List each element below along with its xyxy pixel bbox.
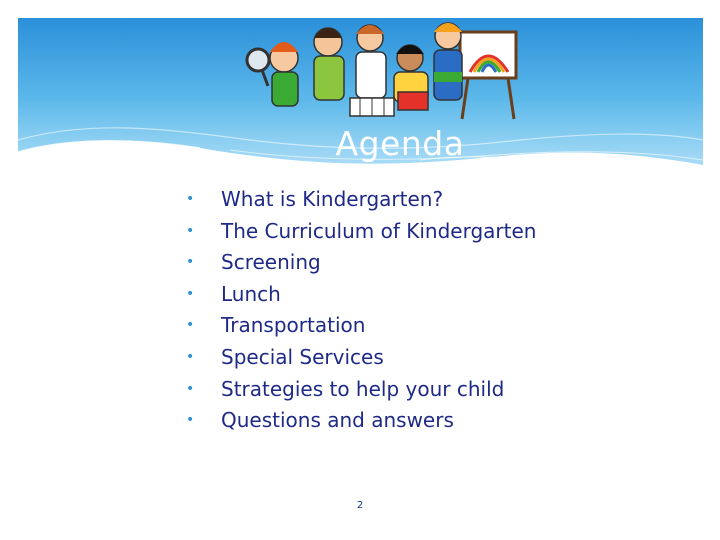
bullet-icon: • [186,348,195,365]
agenda-item-label: Screening [221,250,321,275]
kindergarten-kids-icon [242,14,522,122]
bullet-icon: • [186,285,195,302]
bullet-icon: • [186,412,195,429]
agenda-item-label: What is Kindergarten? [221,187,444,211]
agenda-item [186,184,536,216]
agenda-item [186,279,536,311]
bullet-icon: • [186,191,195,207]
bullet-icon: • [186,317,195,334]
agenda-item-label: Strategies to help your child [221,376,505,401]
agenda-item-label: Questions and answers [221,408,454,433]
agenda-list [186,184,536,437]
agenda-item-label: Special Services [221,344,384,369]
agenda-item [186,310,536,342]
agenda-item-label: Lunch [221,281,281,306]
slide-title: Agenda [335,124,465,163]
bullet-icon: • [186,380,195,397]
agenda-item [186,405,536,437]
agenda-item-label: The Curriculum of Kindergarten [221,218,537,243]
agenda-item [186,342,536,374]
bullet-icon: • [186,254,195,271]
agenda-item [186,216,536,248]
bullet-icon: • [186,222,195,239]
agenda-item [186,247,536,279]
agenda-item-label: Transportation [221,313,366,338]
agenda-item [186,374,536,406]
page-number: 2 [356,500,364,511]
